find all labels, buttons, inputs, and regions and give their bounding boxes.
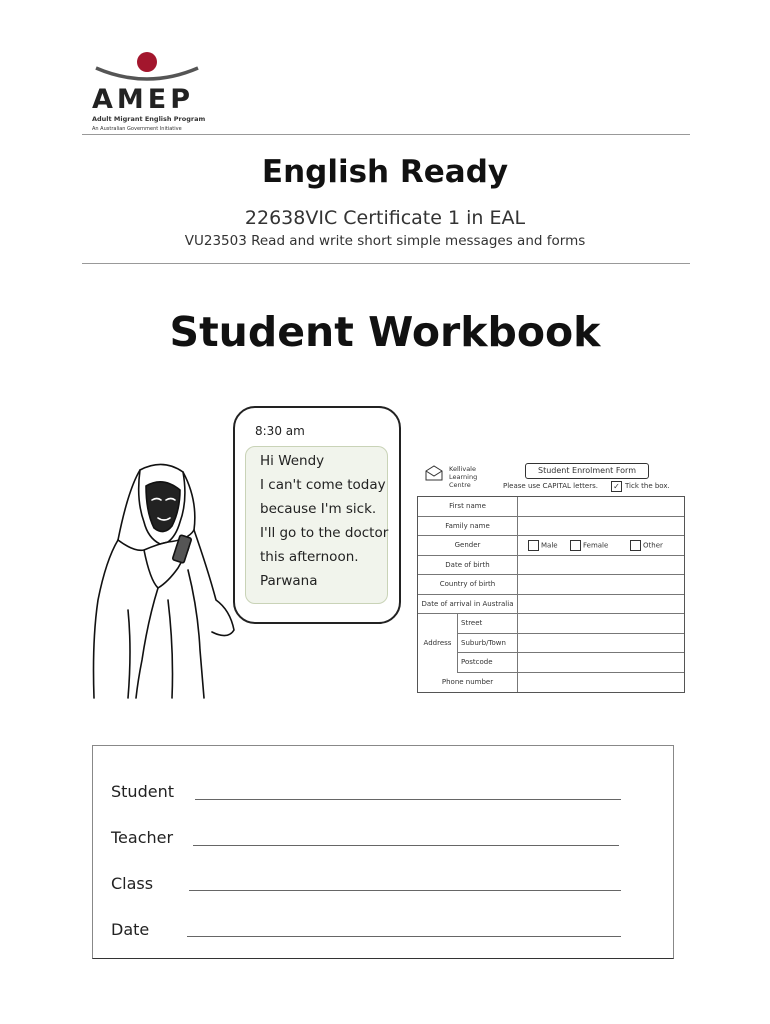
logo-subtitle: Adult Migrant English Program: [92, 115, 206, 123]
gender-option-other: [630, 540, 663, 551]
class-label: Class: [111, 874, 154, 893]
phone-message-bubble: [245, 446, 388, 604]
student-field-line[interactable]: [195, 799, 621, 800]
envelope-icon: [423, 463, 445, 485]
amep-logo: [88, 50, 218, 134]
message-line: Hi Wendy: [260, 453, 325, 469]
form-tick-instruction: Tick the box.: [625, 482, 670, 490]
gender-option-label: Female: [583, 541, 609, 550]
form-row-label: Country of birth: [418, 575, 518, 594]
form-row-date-of-arrival: [418, 595, 684, 615]
form-title: Student Enrolment Form: [525, 463, 649, 479]
class-field-line[interactable]: [189, 890, 621, 891]
org-line: Learning: [449, 473, 478, 481]
enrolment-form-illustration: [417, 460, 685, 693]
checkbox-icon: [570, 540, 581, 551]
form-row-phone-number: [418, 673, 684, 693]
message-line: because I'm sick.: [260, 501, 377, 517]
gender-option-label: Male: [541, 541, 558, 550]
checkbox-checked-icon: ✓: [611, 481, 622, 492]
message-line: I'll go to the doctor: [260, 525, 389, 541]
form-row-label: Date of birth: [418, 556, 518, 575]
form-row-date-of-birth: [418, 556, 684, 576]
gender-option-label: Other: [643, 541, 663, 550]
org-line: Kellivale: [449, 465, 476, 473]
form-row-label: Gender: [418, 536, 518, 555]
form-row-label: Phone number: [418, 673, 518, 693]
phone-illustration: [233, 406, 401, 624]
date-field-line[interactable]: [187, 936, 621, 937]
message-line: Parwana: [260, 573, 318, 589]
form-row-family-name: [418, 517, 684, 537]
form-instruction: Please use CAPITAL letters.: [503, 482, 598, 490]
teacher-field-line[interactable]: [193, 845, 619, 846]
form-row-country-of-birth: [418, 575, 684, 595]
phone-time: 8:30 am: [255, 424, 305, 438]
form-row-label: Postcode: [458, 653, 518, 672]
message-line: this afternoon.: [260, 549, 359, 565]
form-row-label: Suburb/Town: [458, 634, 518, 653]
gender-option-male: [528, 540, 558, 551]
form-address-label: Address: [418, 614, 458, 673]
workbook-title: Student Workbook: [169, 308, 601, 356]
student-label: Student: [111, 782, 174, 801]
checkbox-icon: [630, 540, 641, 551]
form-row-gender: [418, 536, 684, 556]
certificate-title: 22638VIC Certificate 1 in EAL: [244, 207, 526, 229]
student-details-box: [92, 745, 674, 959]
teacher-label: Teacher: [111, 828, 174, 847]
logo-wordmark: AMEP: [92, 84, 194, 115]
unit-title: VU23503 Read and write short simple messages and forms: [184, 233, 586, 249]
top-divider: [82, 134, 690, 135]
form-row-first-name: [418, 497, 684, 517]
form-row-label: Family name: [418, 517, 518, 536]
form-row-label: First name: [418, 497, 518, 516]
checkbox-icon: [528, 540, 539, 551]
form-org-name: [449, 465, 477, 489]
form-row-label: Street: [458, 614, 518, 633]
message-line: I can't come today: [260, 477, 386, 493]
course-title: English Ready: [261, 154, 509, 190]
logo-tagline: An Australian Government Initiative: [92, 126, 182, 132]
date-label: Date: [111, 920, 150, 939]
mid-divider: [82, 263, 690, 264]
woman-with-phone-illustration: [88, 460, 238, 700]
form-table: [417, 496, 685, 693]
form-row-label: Date of arrival in Australia: [418, 595, 518, 614]
form-header: [417, 460, 685, 494]
org-line: Centre: [449, 481, 471, 489]
gender-option-female: [570, 540, 608, 551]
